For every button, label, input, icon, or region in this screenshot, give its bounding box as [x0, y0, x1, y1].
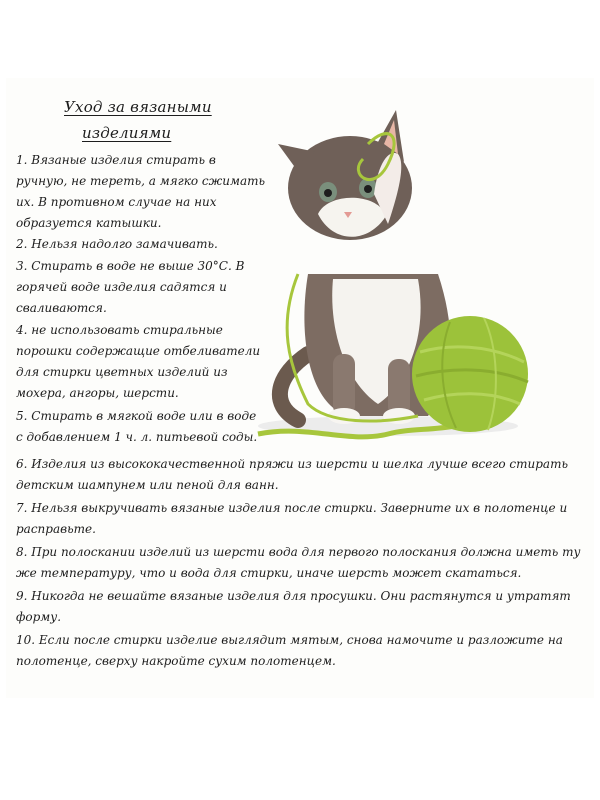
care-item-4: 4. не использовать стиральные порошки содержащие отбеливатели для стирки цветных изделий из мохера, ангоры, шерсти.	[16, 323, 261, 400]
kitten-leg-left	[333, 354, 355, 416]
kitten-with-yarn-illustration	[238, 104, 538, 460]
care-item-9: 9. Никогда не вешайте вязаные изделия для просушки. Они растянутся и утратят форму.	[16, 589, 571, 624]
care-item-3: 3. Стирать в воде не выше 30°С. В горячей воде изделия садятся и сваливаются.	[16, 259, 245, 315]
kitten-tail	[280, 354, 308, 420]
title-line-2: изделиями	[82, 124, 172, 142]
title-line-1: Уход за вязаными	[64, 98, 212, 116]
care-item-2: 2. Нельзя надолго замачивать.	[16, 237, 218, 251]
care-item-7: 7. Нельзя выкручивать вязаные изделия после стирки. Заверните их в полотенце и расправьте.	[16, 501, 568, 536]
care-item-8: 8. При полоскании изделий из шерсти вода для первого полоскания должна иметь ту же температуру, что и вода для стирки, иначе шерсть может скататься.	[16, 545, 581, 580]
care-item-5: 5. Стирать в мягкой воде или в воде с добавлением 1 ч. л. питьевой соды.	[16, 409, 258, 444]
care-item-6: 6. Изделия из высококачественной пряжи из шерсти и шелка лучше всего стирать детским шампунем или пеной для ванн.	[16, 457, 568, 492]
care-item-10: 10. Если после стирки изделие выглядит мятым, снова намочите и разложите на полотенце, сверху накройте сухим полотенцем.	[16, 633, 563, 668]
care-item-1: 1. Вязаные изделия стирать в ручную, не тереть, а мягко сжимать их. В противном случае на них образуется катышки.	[16, 153, 266, 230]
